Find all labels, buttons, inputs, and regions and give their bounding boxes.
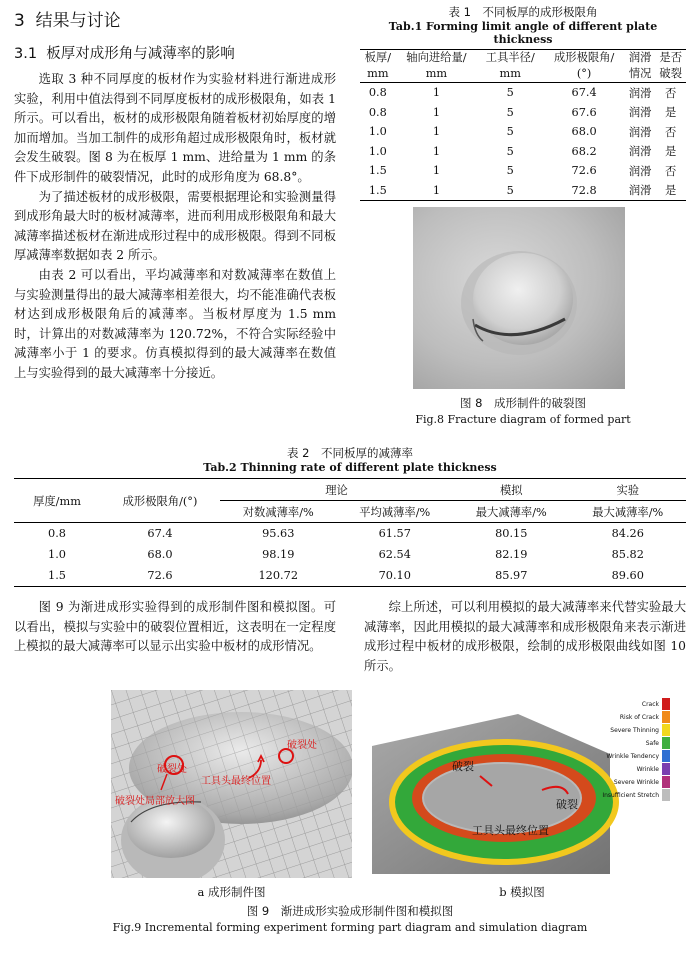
section-heading: 3 结果与讨论 — [14, 11, 121, 31]
fractured-part-illustration — [413, 207, 625, 389]
table-row: 1.0 1 5 68.2 润滑 是 — [368, 144, 677, 159]
legend-item: Severe Thinning — [600, 724, 670, 736]
table1-caption-en: Tab.1 Forming limit angle of different plate thickness — [388, 20, 658, 46]
subsection-heading: 3.1 板厚对成形角与减薄率的影响 — [14, 46, 235, 62]
paragraph-2: 为了描述板材的成形极限，需要根据理论和实验测量得到成形角最大时的板材减薄率，进而利用成形极限角和最大减薄率描述板材在渐进成形过程中的成形极限。得到不同板厚减薄率数据如表 2 所示。 — [14, 189, 336, 263]
table2-block — [14, 445, 686, 587]
bottom-right-text — [364, 598, 686, 676]
legend-item: Wrinkle Tendency — [600, 750, 670, 762]
table-row: 1.5 72.6 120.72 70.10 85.97 89.60 — [48, 569, 644, 582]
simulation-legend — [600, 698, 670, 801]
table-row: 1.5 1 5 72.6 润滑 否 — [368, 164, 677, 178]
table-row: 0.8 1 5 67.6 润滑 是 — [368, 105, 677, 120]
table2-caption-en: Tab.2 Thinning rate of different plate thickness — [203, 461, 497, 474]
table2-caption-cn: 表 2 不同板厚的减薄率 — [287, 446, 413, 460]
figure9b-simulation — [372, 694, 672, 878]
table1-block — [360, 4, 686, 201]
paragraph-4: 图 9 为渐进成形实验得到的成形制件图和模拟图。可以看出，模拟与实验中的破裂位置相近，这表明在一定程度上模拟的最大减薄率可以显示出实验中板材的成形情况。 — [14, 600, 336, 654]
annotation-tool-end-a: 工具头最终位置 — [201, 776, 271, 787]
table2-header-row1: 厚度/mm 成形极限角/(°) 理论 模拟 实验 — [14, 479, 686, 501]
table-row: 1.5 1 5 72.8 润滑 是 — [368, 183, 677, 198]
legend-swatch — [662, 698, 670, 710]
annotation-crack-top-b: 破裂 — [452, 760, 474, 773]
bottom-left-text — [14, 598, 336, 657]
legend-swatch — [662, 724, 670, 736]
table-row: 0.8 1 5 67.4 润滑 否 — [368, 86, 677, 100]
legend-item: Crack — [600, 698, 670, 710]
legend-list — [600, 698, 670, 801]
table2-header-row2: 对数减薄率/% 平均减薄率/% 最大减薄率/% 最大减薄率/% — [14, 501, 686, 523]
legend-item: Safe — [600, 737, 670, 749]
table1-header-row2: mm mm mm (°) 情况 破裂 — [360, 66, 686, 83]
figure9a-label: a 成形制件图 — [197, 885, 266, 899]
table1-caption-cn: 表 1 不同板厚的成形极限角 — [448, 5, 598, 19]
table-row: 0.8 67.4 95.63 61.57 80.15 84.26 — [48, 527, 644, 540]
annotation-crack-a: 破裂处 — [157, 764, 187, 775]
annotation-crack2-a: 破裂处 — [287, 740, 317, 751]
legend-item: Insufficient Stretch — [600, 789, 670, 801]
figure9b-label: b 模拟图 — [499, 885, 545, 899]
legend-item: Severe Wrinkle — [600, 776, 670, 788]
table-row: 1.0 68.0 98.19 62.54 82.19 85.82 — [48, 548, 644, 561]
figure8-caption: 图 8 成形制件的破裂图 Fig.8 Fracture diagram of formed part — [415, 396, 631, 426]
legend-item: Risk of Crack — [600, 711, 670, 723]
annotation-crack-right-b: 破裂 — [556, 798, 578, 811]
legend-swatch — [662, 776, 670, 788]
table2 — [14, 478, 686, 587]
legend-item: Wrinkle — [600, 763, 670, 775]
table1-header-row1: 板厚/ 轴向进给量/ 工具半径/ 成形极限角/ 润滑 是否 — [364, 51, 682, 64]
legend-swatch — [662, 763, 670, 775]
paragraph-5: 综上所述，可以利用模拟的最大减薄率来代替实验最大减薄率，因此用模拟的最大减薄率和成形极限角来表示渐进成形过程中板材的成形极限，绘制的成形极限曲线如图 10 所示。 — [364, 600, 686, 673]
legend-swatch — [662, 789, 670, 801]
legend-swatch — [662, 737, 670, 749]
legend-swatch — [662, 750, 670, 762]
annotation-tool-end-b: 工具头最终位置 — [472, 824, 549, 837]
legend-swatch — [662, 711, 670, 723]
paragraph-3: 由表 2 可以看出，平均减薄率和对数减薄率在数值上与实验测量得出的最大减薄率相差很大，均不能准确代表板材达到成形极限角后的减薄率。当板材厚度为 1.5 mm 时，计算出的对数减薄率为 120.72%，不符合实际经验中减薄率小于 1 的要求。仿真模拟得到的最大减薄率在数值上与实验得到的最大减薄率十分接近。 — [14, 267, 336, 380]
figure9a-photo — [111, 690, 352, 878]
table-row: 1.0 1 5 68.0 润滑 否 — [368, 125, 677, 139]
table1 — [360, 49, 686, 201]
figure8-photo — [413, 207, 625, 389]
paragraph-1: 选取 3 种不同厚度的板材作为实验材料进行渐进成形实验，利用中值法得到不同厚度板材的成形极限角，如表 1 所示。可以看出，板材的成形极限角随着板材初始厚度的增加而增加。当加工制件的成形角超过成形极限角时，板材就会发生破裂。图 8 为在板厚 1 mm、进给量为 1 mm 的条件下成形制件的破裂情况，此时的成形角度为 68.8°。 — [14, 72, 336, 184]
left-column-text — [14, 70, 336, 384]
annotation-zoom-a: 破裂处局部放大图 — [115, 796, 195, 807]
figure9-caption-en: Fig.9 Incremental forming experiment forming part diagram and simulation diagram — [112, 921, 588, 934]
figure9-caption-cn: 图 9 渐进成形实验成形制件图和模拟图 — [246, 904, 454, 918]
